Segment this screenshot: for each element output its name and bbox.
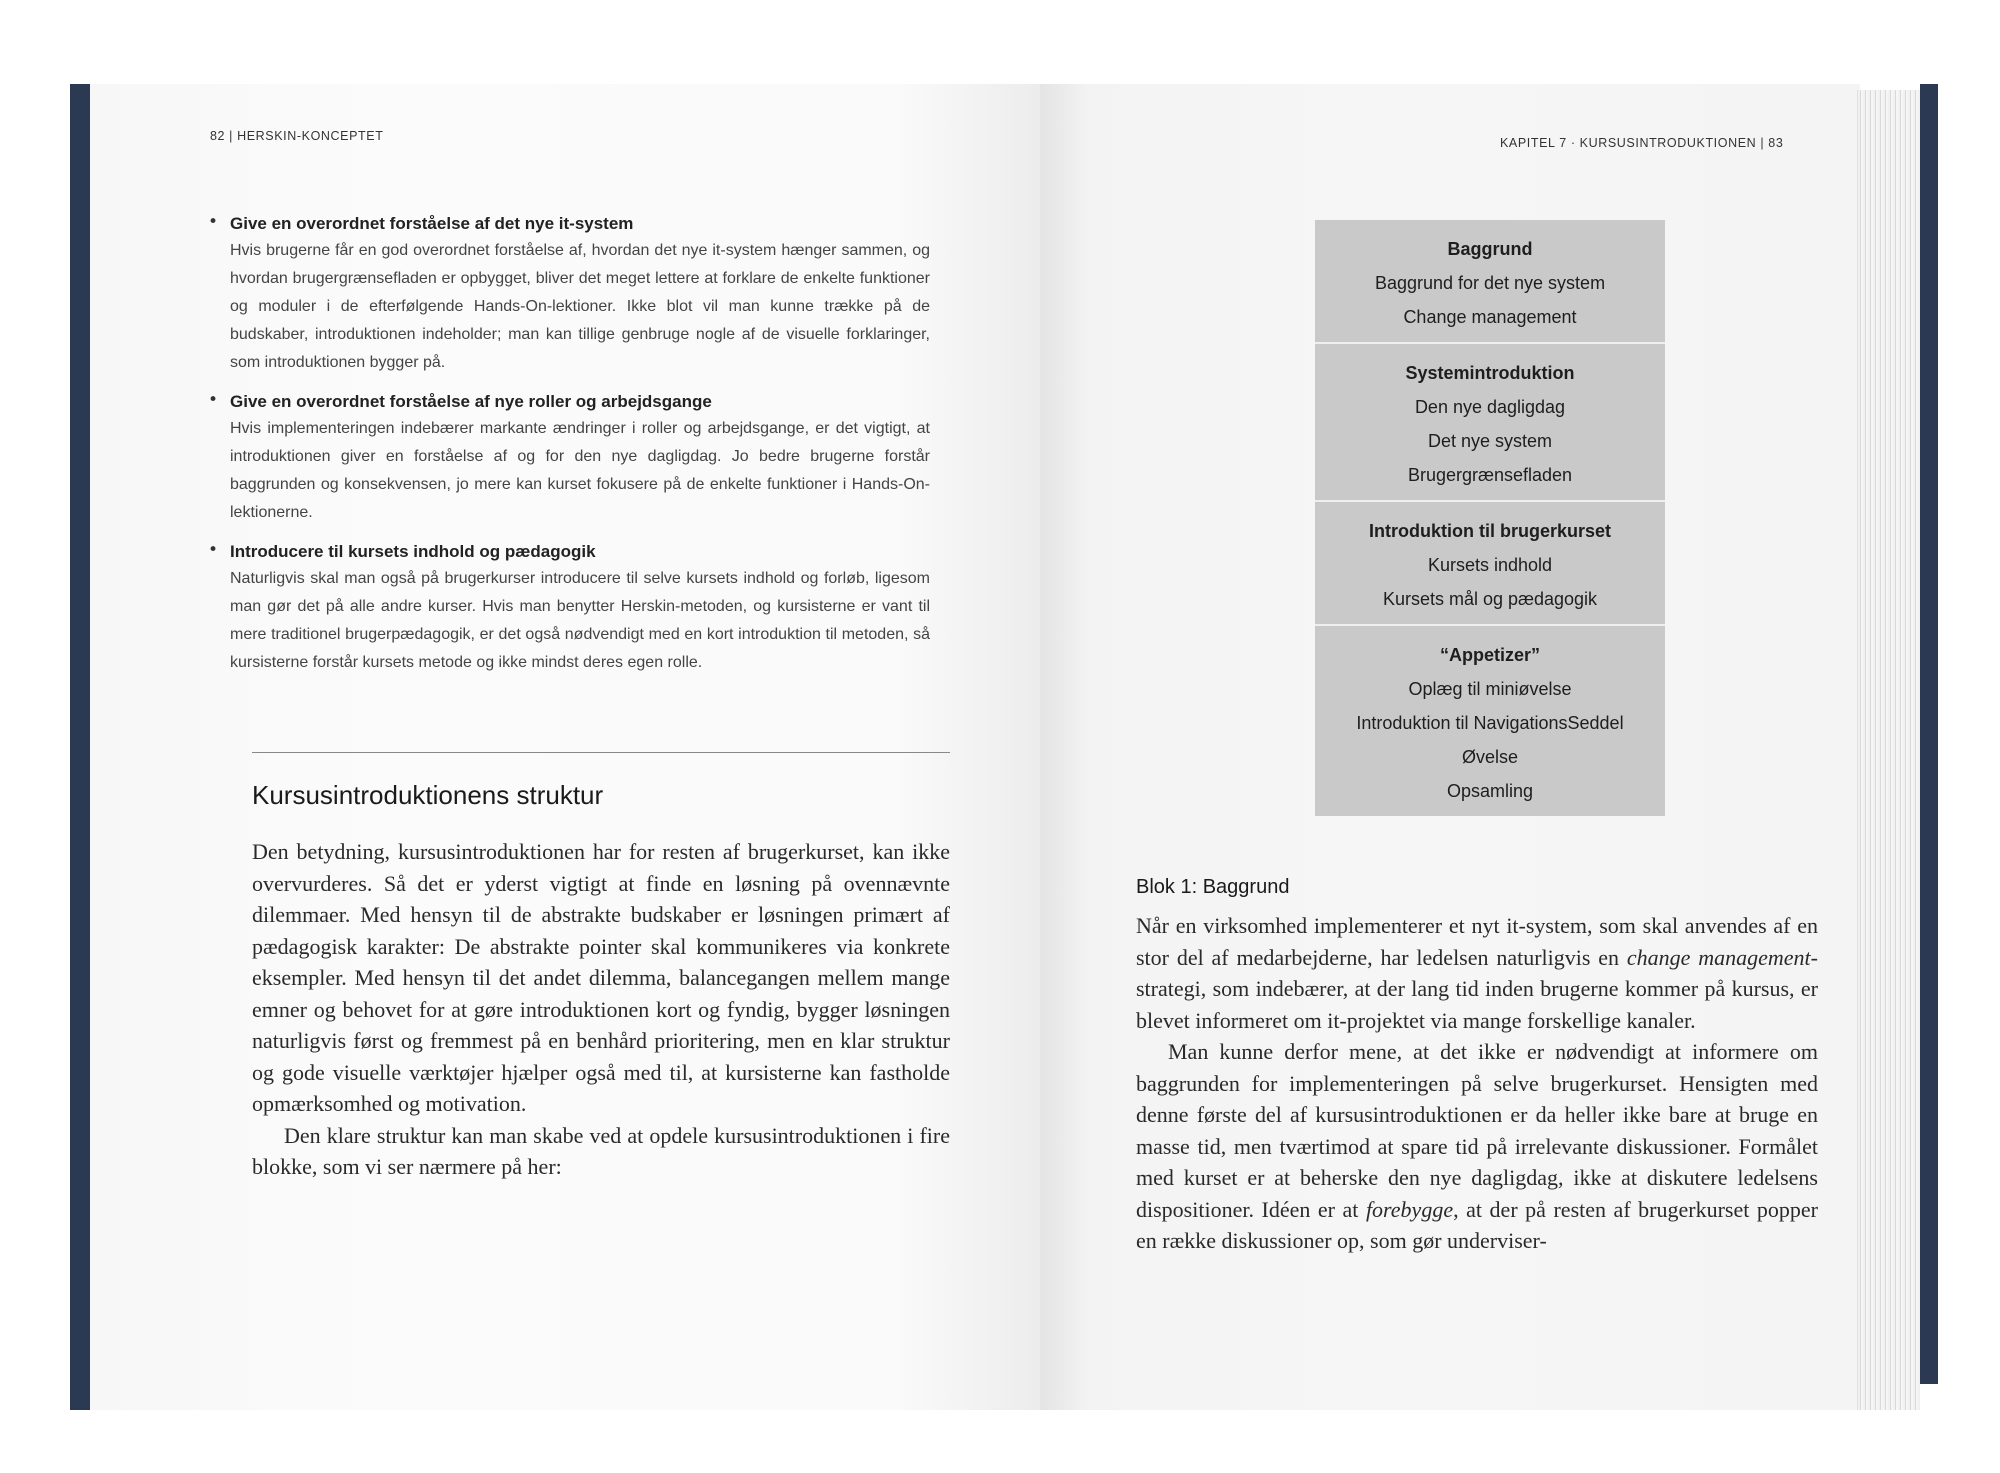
bullet-dot-icon: •	[208, 212, 219, 232]
bullet-title: Give en overordnet forståelse af nye roller og arbejdsgange	[230, 392, 712, 411]
diagram-block-heading: “Appetizer”	[1439, 645, 1540, 665]
bullet-list	[208, 211, 930, 689]
diagram-block-heading: Systemintroduktion	[1405, 363, 1575, 383]
diagram-block-systemintroduktion	[1315, 344, 1665, 502]
text-run: -strategi, som indebærer, at der lang tid inden brugerne kommer på kursus, er blevet informeret om it-projektet via mange forskellige kanaler.	[1136, 944, 1818, 1033]
course-intro-structure-diagram	[1315, 220, 1665, 816]
italic-term: change management	[1626, 944, 1811, 970]
diagram-block-item: Den nye dagligdag	[1414, 397, 1566, 417]
bullet-item	[208, 539, 930, 677]
diagram-block-item: Brugergrænsefladen	[1407, 465, 1573, 485]
page-edges	[1857, 90, 1920, 1410]
diagram-block-item: Kursets indhold	[1427, 555, 1553, 575]
bullet-title: Give en overordnet forståelse af det nye it-system	[230, 214, 634, 233]
bullet-item	[208, 211, 930, 377]
diagram-block-introduktion	[1315, 502, 1665, 626]
section-divider	[252, 752, 950, 753]
paragraph	[1136, 910, 1818, 1036]
paragraph	[1136, 1036, 1818, 1257]
diagram-block-item: Introduktion til NavigationsSeddel	[1356, 713, 1624, 733]
book-cover-left	[70, 84, 90, 1410]
diagram-block-heading: Baggrund	[1447, 239, 1533, 259]
open-book	[70, 84, 1938, 1410]
section-title: Kursusintroduktionens struktur	[252, 780, 604, 810]
bullet-item	[208, 389, 930, 527]
diagram-block-item: Det nye system	[1427, 431, 1553, 451]
diagram-block-item: Baggrund for det nye system	[1374, 273, 1606, 293]
bullet-body: Hvis brugerne får en god overordnet forståelse af, hvordan det nye it-system hænger sammen, og hvordan brugergrænsefladen er opbygget, bliver det meget lettere at forklare de enkelte funktioner og moduler i de efterfølgende Hands-On-lektioner. Ikke blot vil man kunne trække på de budskaber, introduktionen indeholder; man kan tillige genbruge nogle af de visuelle forklaringer, som introduktionen bygger på.	[230, 242, 930, 371]
text-run: Når en virksomhed implementerer et nyt it-system, som skal anvendes af en stor del af medarbejderne, har ledelsen naturligvis en	[1136, 913, 1818, 970]
diagram-block-item: Oplæg til miniøvelse	[1408, 679, 1572, 699]
text-run: Man kunne derfor mene, at det ikke er nødvendigt at informere om baggrunden for implementeringen på selve brugerkurset. Hensigten med denne første del af kursusintroduktionen er da heller ikke bare at bruge en masse tid, men tværtimod at spare tid på irrelevante diskussioner. Formålet med kurset er at beherske den nye dagligdag, ikke at diskutere ledelsens dispositioner. Idéen er at	[1136, 1039, 1818, 1222]
diagram-block-item: Opsamling	[1446, 781, 1534, 801]
italic-term: forebygge	[1365, 1196, 1454, 1222]
diagram-block-item: Øvelse	[1461, 747, 1519, 767]
diagram-block-item: Change management	[1403, 307, 1577, 327]
bullet-body: Naturligvis skal man også på brugerkurser introducere til selve kursets indhold og forløb, ligesom man gør det på alle andre kurser. Hvis man benytter Herskin-metoden, og kursisterne er vant til mere traditionel brugerpædagogik, er det også nødvendigt med en kort introduktion til metoden, så kursisterne forstår kursets metode og ikke mindst deres egen rolle.	[230, 570, 930, 671]
bullet-body: Hvis implementeringen indebærer markante ændringer i roller og arbejdsgange, er det vigtigt, at introduktionen giver en forståelse af og for den nye dagligdag. Jo bedre brugerne forstår baggrunden og konsekvensen, jo mere kan kurset fokusere på de enkelte funktioner i Hands-On-lektionerne.	[230, 420, 930, 521]
paragraph: Den klare struktur kan man skabe ved at opdele kursusintroduktionen i fire blokke, som vi ser nærmere på her:	[252, 1122, 950, 1179]
text-run: , at der på resten af brugerkurset popper en række diskussioner op, som gør underviser-	[1136, 1196, 1818, 1253]
bullet-dot-icon: •	[208, 390, 219, 410]
left-page	[90, 84, 1040, 1410]
diagram-block-baggrund	[1315, 220, 1665, 344]
blok-heading: Blok 1: Baggrund	[1136, 876, 1290, 898]
diagram-block-appetizer	[1315, 626, 1665, 816]
right-body-text	[1136, 910, 1818, 1257]
diagram-block-item: Kursets mål og pædagogik	[1382, 589, 1598, 609]
diagram-block-heading: Introduktion til brugerkurset	[1368, 521, 1611, 541]
book-cover-right	[1920, 84, 1938, 1384]
left-running-head: 82 | HERSKIN-KONCEPTET	[210, 129, 384, 143]
right-page	[1040, 84, 1860, 1410]
bullet-title: Introducere til kursets indhold og pædagogik	[230, 542, 596, 561]
right-running-head: KAPITEL 7 · KURSUSINTRODUKTIONEN | 83	[1500, 136, 1784, 150]
paragraph: Den betydning, kursusintroduktionen har for resten af brugerkurset, kan ikke overvurderes. Så det er yderst vigtigt at finde en løsning på ovennævnte dilemmaer. Med hensyn til de abstrakte budskaber er løsningen primært af pædagogisk karakter: De abstrakte pointer skal kommunikeres via konkrete eksempler. Med hensyn til det andet dilemma, balancegangen mellem mange emner og behovet for at gøre introduktionen kort og fyndig, bygger løsningen naturligvis først og fremmest på en benhård prioritering, men en klar struktur og gode visuelle værktøjer hjælper også med til, at kursisterne kan fastholde opmærksomhed og motivation.	[252, 839, 950, 1116]
left-body-text	[252, 836, 950, 1183]
bullet-dot-icon: •	[208, 540, 219, 560]
